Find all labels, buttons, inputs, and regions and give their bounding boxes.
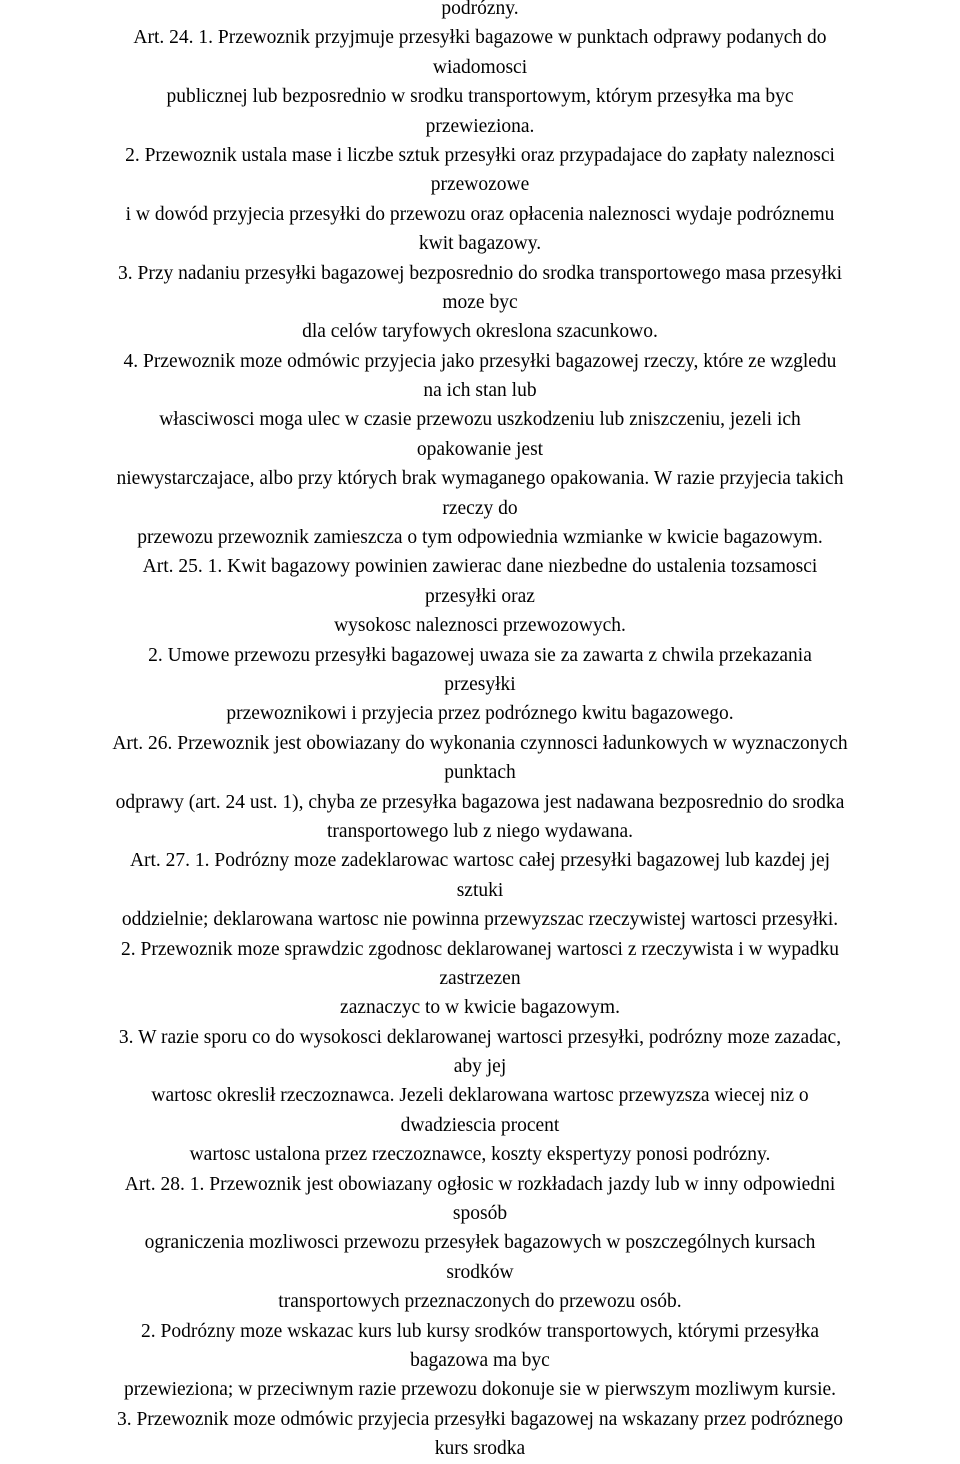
text-line: Art. 25. 1. Kwit bagazowy powinien zawierac dane niezbedne do ustalenia tozsamosci	[142, 556, 818, 578]
text-line: aby jej	[453, 1056, 507, 1078]
text-line: rzeczy do	[442, 497, 518, 519]
text-line: publicznej lub bezposrednio w srodku transportowym, którym przesyłka ma byc	[166, 86, 794, 108]
text-line: Art. 28. 1. Przewoznik jest obowiazany ogłosic w rozkładach jazdy lub w inny odpowiedni	[124, 1173, 836, 1195]
text-line: punktach	[444, 762, 516, 784]
text-line: 2. Przewoznik moze sprawdzic zgodnosc deklarowanej wartosci z rzeczywista i w wypadku	[121, 938, 839, 960]
text-line: i w dowód przyjecia przesyłki do przewozu oraz opłacenia naleznosci wydaje podróznemu	[125, 203, 835, 225]
text-line: sposób	[452, 1203, 508, 1225]
text-line: Art. 27. 1. Podrózny moze zadeklarowac wartosc całej przesyłki bagazowej lub kazdej jej	[129, 850, 831, 872]
text-line: 2. Umowe przewozu przesyłki bagazowej uwaza sie za zawarta z chwila przekazania	[148, 644, 812, 666]
text-line: przewieziona; w przeciwnym razie przewozu dokonuje sie w pierwszym mozliwym kursie.	[123, 1379, 837, 1401]
text-line: 2. Przewoznik ustala mase i liczbe sztuk przesyłki oraz przypadajace do zapłaty naleznosci	[125, 144, 835, 166]
text-line: sztuki	[456, 879, 504, 901]
text-line: transportowych przeznaczonych do przewozu osób.	[278, 1291, 682, 1313]
text-line: na ich stan lub	[423, 380, 537, 402]
text-line: 2. Podrózny moze wskazac kurs lub kursy srodków transportowych, którymi przesyłka	[140, 1320, 820, 1342]
text-line: dwadziescia procent	[400, 1114, 560, 1136]
text-line: odprawy (art. 24 ust. 1), chyba ze przesyłka bagazowa jest nadawana bezposrednio do srodka	[115, 791, 845, 813]
text-line: bagazowa ma byc	[410, 1349, 550, 1371]
text-line: przewieziona.	[425, 115, 535, 137]
text-line: przesyłki oraz	[425, 585, 535, 607]
text-line: wartosc ustalona przez rzeczoznawce, koszty ekspertyzy ponosi podrózny.	[189, 1144, 771, 1166]
text-line: niewystarczajace, albo przy których brak wymaganego opakowania. W razie przyjecia takich	[116, 468, 844, 490]
text-line: transportowego lub z niego wydawana.	[327, 820, 633, 842]
text-line: przesyłki	[444, 673, 516, 695]
text-line: 3. Przy nadaniu przesyłki bagazowej bezposrednio do srodka transportowego masa przesyłki	[118, 262, 842, 284]
text-line: zaznaczyc to w kwicie bagazowym.	[340, 997, 620, 1019]
text-line: oddzielnie; deklarowana wartosc nie powinna przewyzszac rzeczywistej wartosci przesyłki.	[121, 909, 839, 931]
text-line: podrózny.	[441, 0, 519, 19]
text-line: wysokosc naleznosci przewozowych.	[334, 615, 626, 637]
text-line: zastrzezen	[439, 967, 521, 989]
text-line: wiadomosci	[432, 56, 528, 78]
text-line: moze byc	[442, 291, 518, 313]
text-line: opakowanie jest	[416, 438, 544, 460]
text-line: wartosc okreslił rzeczoznawca. Jezeli deklarowana wartosc przewyzsza wiecej niz o	[151, 1085, 809, 1107]
text-line: srodków	[446, 1261, 514, 1283]
text-line: 3. Przewoznik moze odmówic przyjecia przesyłki bagazowej na wskazany przez podróznego	[116, 1408, 844, 1430]
text-line: przewozu przewoznik zamieszcza o tym odpowiednia wzmianke w kwicie bagazowym.	[137, 527, 823, 549]
text-line: przewozowe	[430, 174, 530, 196]
text-line: 3. W razie sporu co do wysokosci deklarowanej wartosci przesyłki, podrózny moze zazadac,	[118, 1026, 842, 1048]
text-line: Art. 24. 1. Przewoznik przyjmuje przesyłki bagazowe w punktach odprawy podanych do	[133, 27, 827, 49]
text-line: dla celów taryfowych okreslona szacunkowo.	[302, 321, 658, 343]
text-line: 4. Przewoznik moze odmówic przyjecia jako przesyłki bagazowej rzeczy, które ze wzgledu	[123, 350, 837, 372]
text-line: kwit bagazowy.	[418, 233, 542, 255]
text-line: kurs srodka	[434, 1438, 526, 1460]
text-line: własciwosci moga ulec w czasie przewozu uszkodzeniu lub zniszczeniu, jezeli ich	[159, 409, 801, 431]
text-line: przewoznikowi i przyjecia przez podróznego kwitu bagazowego.	[226, 703, 734, 725]
text-line: ograniczenia mozliwosci przewozu przesyłek bagazowych w poszczególnych kursach	[144, 1232, 816, 1254]
text-line: Art. 26. Przewoznik jest obowiazany do wykonania czynnosci ładunkowych w wyznaczonych	[112, 732, 848, 754]
